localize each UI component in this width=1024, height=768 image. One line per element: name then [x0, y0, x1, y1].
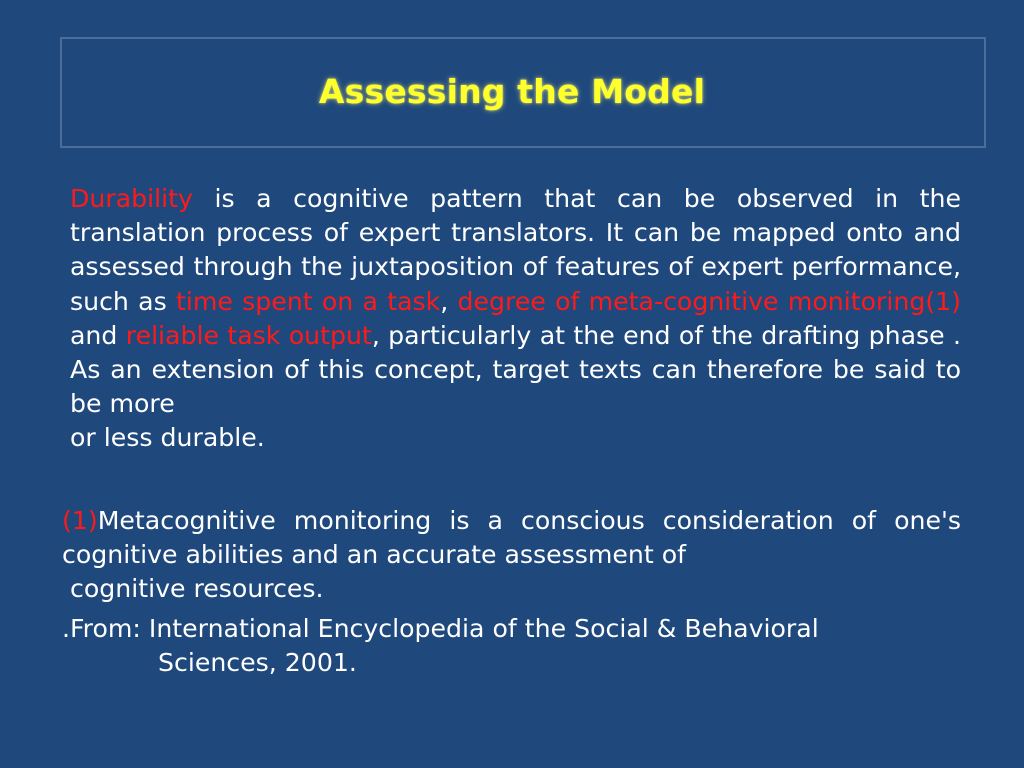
- slide-title: Assessing the Model: [318, 72, 706, 111]
- footnote-paragraph: [62, 504, 961, 572]
- highlight-time-spent: time spent on a task: [176, 286, 441, 316]
- highlight-metacognitive: degree of meta-cognitive monitoring(1): [457, 286, 961, 316]
- source-line-1: .From: International Encyclopedia of the Social & Behavioral: [62, 614, 819, 644]
- paragraph-durability: [62, 182, 961, 421]
- footnote-marker: (1): [62, 505, 98, 535]
- separator-2: and: [70, 320, 126, 350]
- spacer: [62, 456, 961, 504]
- term-durability: Durability: [70, 184, 193, 213]
- paragraph-text-a: is a cognitive pattern that can be observed in the translation process of expert translators. It can be mapped onto and assessed through the juxtaposition of features of expert performance, such as: [70, 184, 961, 316]
- slide-body: [62, 182, 961, 681]
- highlight-reliable-output: reliable task output: [125, 320, 372, 350]
- paragraph-text-b: , particularly at the end of the drafting phase . As an extension of this concept, target texts can therefore be said to be more: [70, 320, 962, 419]
- footnote-text: Metacognitive monitoring is a conscious consideration of one's cognitive abilities and an accurate assessment of: [62, 505, 961, 569]
- paragraph-text-c: or less durable.: [70, 423, 265, 453]
- footnote-text-end: cognitive resources.: [70, 574, 324, 604]
- separator-1: ,: [440, 286, 458, 316]
- source-line-2: Sciences, 2001.: [158, 648, 357, 678]
